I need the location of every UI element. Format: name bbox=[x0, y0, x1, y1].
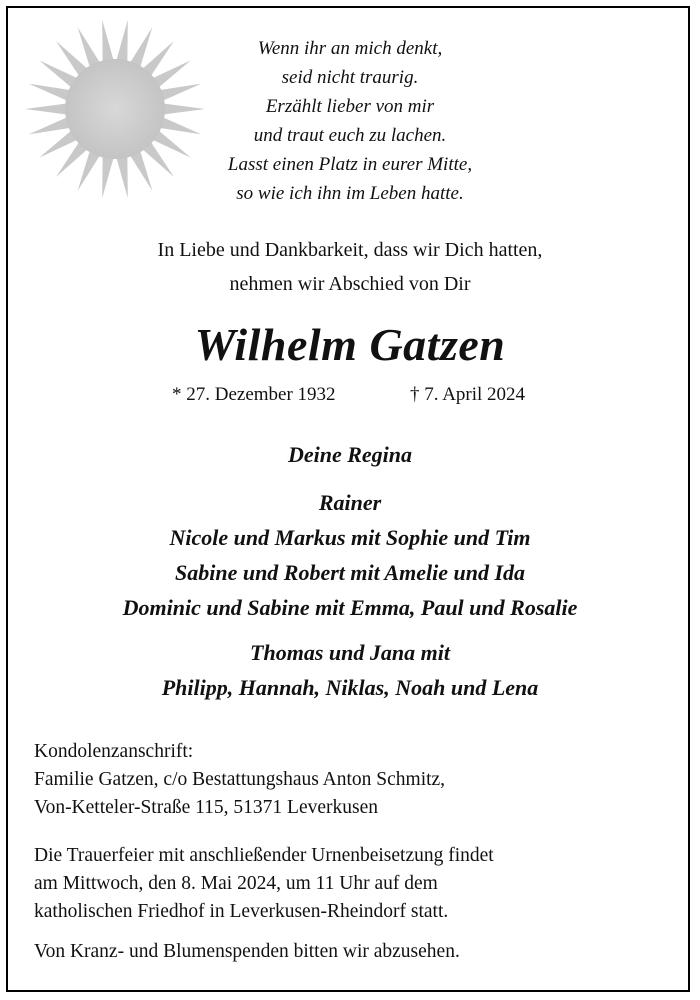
sun-icon bbox=[20, 14, 210, 204]
condolence-line: Kondolenzanschrift: bbox=[34, 741, 194, 762]
intro-line: In Liebe und Dankbarkeit, dass wir Dich hatten, bbox=[157, 239, 543, 261]
condolence-address bbox=[34, 738, 654, 822]
family-line: Dominic und Sabine mit Emma, Paul und Rosalie bbox=[122, 595, 578, 620]
poem-line: Erzählt lieber von mir bbox=[265, 96, 435, 117]
death-date: † 7. April 2024 bbox=[410, 384, 526, 405]
poem bbox=[200, 34, 500, 208]
poem-line: Lasst einen Platz in eurer Mitte, bbox=[227, 154, 473, 175]
poem-line: und traut euch zu lachen. bbox=[253, 125, 447, 146]
ceremony-line: am Mittwoch, den 8. Mai 2024, um 11 Uhr auf dem bbox=[34, 873, 438, 894]
sun-ray bbox=[102, 153, 114, 198]
condolence-line: Von-Ketteler-Straße 115, 51371 Leverkusen bbox=[34, 797, 379, 818]
birth-date: * 27. Dezember 1932 bbox=[172, 384, 336, 405]
poem-line: seid nicht traurig. bbox=[281, 67, 419, 88]
condolence-line: Familie Gatzen, c/o Bestattungshaus Anton Schmitz, bbox=[34, 769, 446, 790]
closing-note: Von Kranz- und Blumenspenden bitten wir abzusehen. bbox=[34, 941, 460, 962]
sun-ray bbox=[25, 103, 69, 115]
poem-line: so wie ich ihn im Leben hatte. bbox=[236, 183, 464, 204]
intro-line: nehmen wir Abschied von Dir bbox=[229, 273, 471, 295]
family-group-2 bbox=[0, 635, 700, 705]
deceased-name: Wilhelm Gatzen bbox=[194, 319, 506, 370]
family-line: Thomas und Jana mit bbox=[250, 640, 450, 665]
ceremony-info bbox=[34, 842, 654, 926]
family-line: Sabine und Robert mit Amelie und Ida bbox=[174, 560, 526, 585]
sun-ray bbox=[116, 20, 128, 65]
intro-text bbox=[0, 233, 700, 301]
family-line: Rainer bbox=[318, 490, 382, 515]
ceremony-line: Die Trauerfeier mit anschließender Urnenbeisetzung findet bbox=[34, 845, 494, 866]
sun-ray bbox=[161, 103, 205, 115]
family-group-1 bbox=[0, 485, 700, 625]
family-spouse: Deine Regina bbox=[287, 442, 413, 467]
poem-line: Wenn ihr an mich denkt, bbox=[257, 38, 443, 59]
sun-ray bbox=[116, 153, 128, 198]
family-line: Philipp, Hannah, Niklas, Noah und Lena bbox=[161, 675, 539, 700]
ceremony-line: katholischen Friedhof in Leverkusen-Rheindorf statt. bbox=[34, 901, 449, 922]
family-line: Nicole und Markus mit Sophie und Tim bbox=[169, 525, 531, 550]
sun-ray bbox=[102, 20, 114, 65]
